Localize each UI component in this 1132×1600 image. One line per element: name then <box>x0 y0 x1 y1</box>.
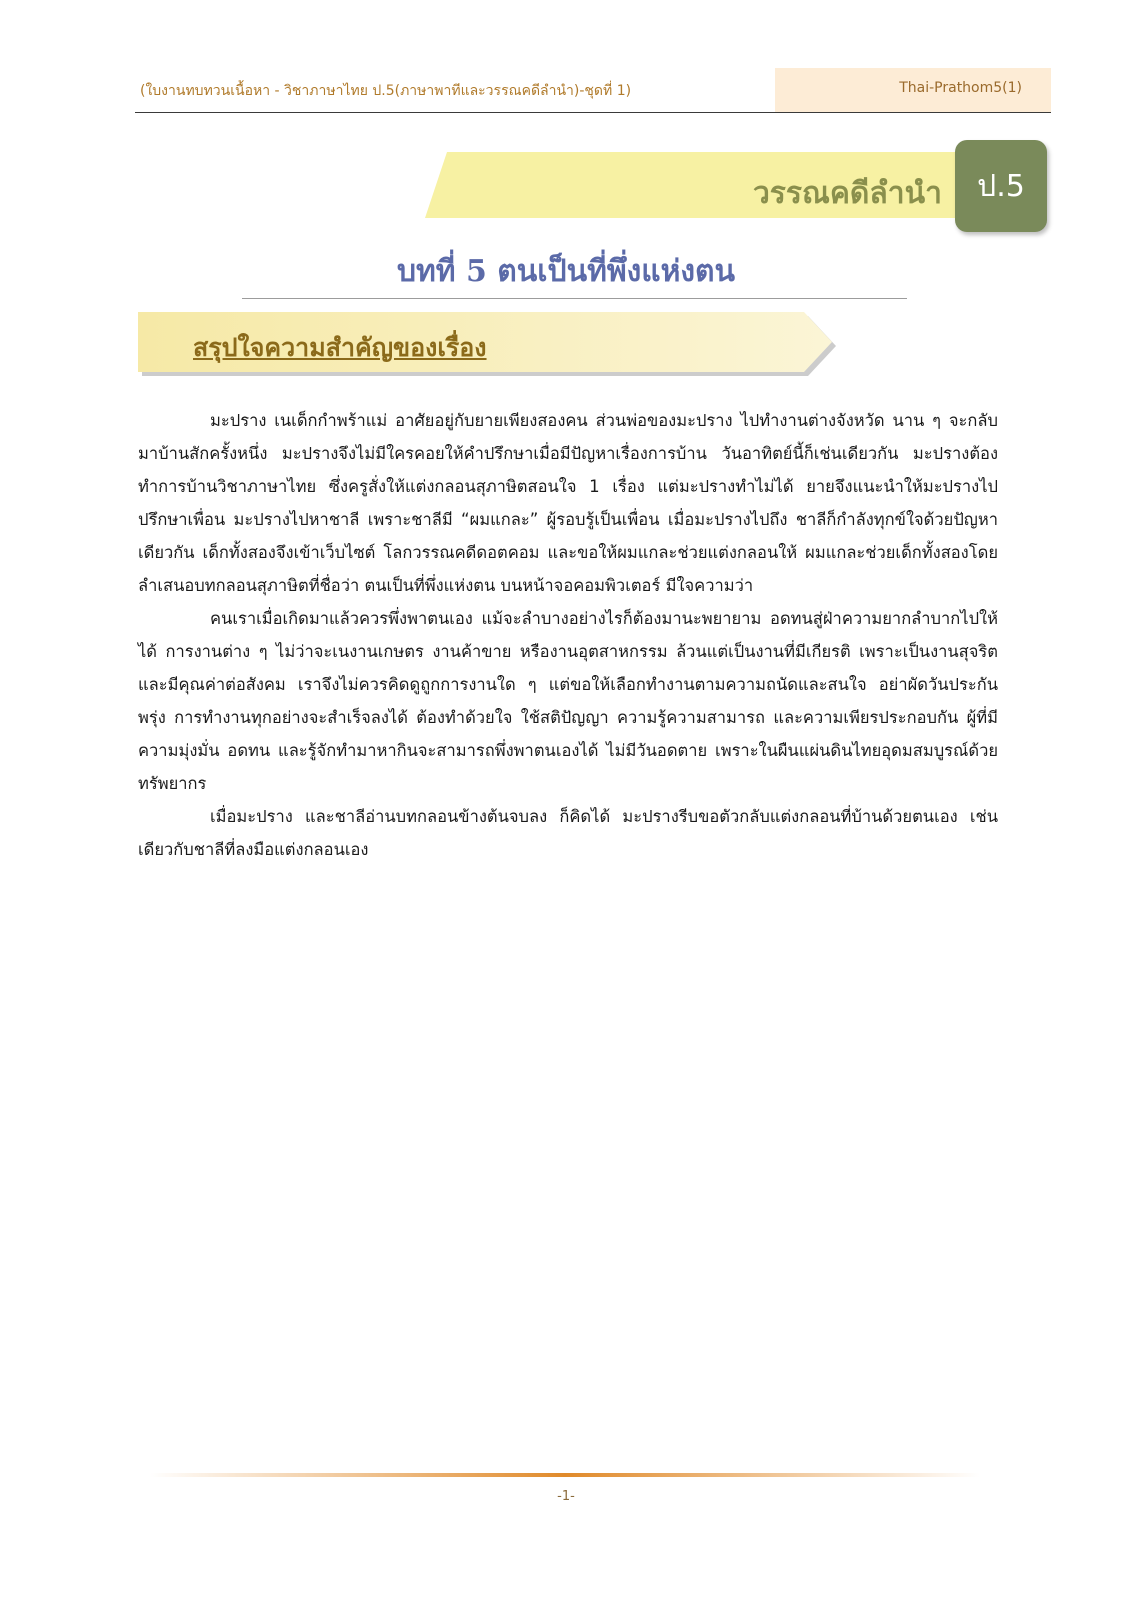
header-right-text: Thai-Prathom5(1) <box>899 80 1022 96</box>
section-title: สรุปใจความสำคัญของเรื่อง <box>193 333 487 362</box>
paragraph-3: เมื่อมะปราง และชาลีอ่านบทกลอนข้างต้นจบลง ก็คิดได้ มะปรางรีบขอตัวกลับแต่งกลอนที่บ้านด้วยตนเอง เช่นเดียวกับชาลีที่ลงมือแต่งกลอนเอง <box>138 807 998 859</box>
chapter-title: บทที่ 5 ตนเป็นที่พึ่งแห่งตน <box>396 254 736 289</box>
paragraph-2: คนเราเมื่อเกิดมาแล้วควรพึ่งพาตนเอง แม้จะลำบางอย่างไรก็ต้องมานะพยายาม อดทนสู่ฝ่าความยากลำบากไปให้ได้ การงานต่าง ๆ ไม่ว่าจะเนงานเกษตร งานค้าขาย หรืองานอุตสาหกรรม ล้วนแต่เป็นงานที่มีเกียรติ เพราะเป็นงานสุจริต และมีคุณค่าต่อสังคม เราจึงไม่ควรคิดดูถูกการงานใด ๆ แต่ขอให้เลือกทำงานตามความถนัดและสนใจ อย่าผัดวันประกันพรุ่ง การทำงานทุกอย่างจะสำเร็จลงได้ ต้องทำด้วยใจ ใช้สติปัญญา ความรู้ความสามารถ และความเพียรประกอบกัน ผู้ที่มีความมุ่งมั่น อดทน และรู้จักทำมาหากินจะสามารถพึ่งพาตนเองได้ ไม่มีวันอดตาย เพราะในผืนแผ่นดินไทยอุดมสมบูรณ์ด้วยทรัพยากร <box>138 609 998 793</box>
page-number: -1- <box>557 1489 575 1504</box>
body-text <box>138 404 998 866</box>
header-rule <box>135 112 1051 113</box>
grade-badge: ป.5 <box>955 140 1047 232</box>
banner-title: วรรณคดีลำนำ <box>752 176 942 211</box>
paragraph-1: มะปราง เนเด็กกำพร้าแม่ อาศัยอยู่กับยายเพียงสองคน ส่วนพ่อของมะปราง ไปทำงานต่างจังหวัด นาน ๆ จะกลับมาบ้านสักครั้งหนึ่ง มะปรางจึงไม่มีใครคอยให้คำปรึกษาเมื่อมีปัญหาเรื่องการบ้าน วันอาทิตย์นี้ก็เช่นเดียวกัน มะปรางต้องทำการบ้านวิชาภาษาไทย ซึ่งครูสั่งให้แต่งกลอนสุภาษิตสอนใจ 1 เรื่อง แต่มะปรางทำไม่ได้ ยายจึงแนะนำให้มะปรางไปปรึกษาเพื่อน มะปรางไปหาชาลี เพราะชาลีมี “ผมแกละ” ผู้รอบรู้เป็นเพื่อน เมื่อมะปรางไปถึง ชาลีก็กำลังทุกข์ใจด้วยปัญหาเดียวกัน เด็กทั้งสองจึงเข้าเว็บไซต์ โลกวรรณคดีดอตคอม และขอให้ผมแกละช่วยแต่งกลอนให้ ผมแกละช่วยเด็กทั้งสองโดยลำเสนอบทกลอนสุภาษิตที่ชื่อว่า ตนเป็นที่พึ่งแห่งตน บนหน้าจอคอมพิวเตอร์ มีใจความว่า <box>138 411 998 595</box>
footer-rule <box>150 1473 980 1477</box>
header-left-text: (ใบงานทบทวนเนื้อหา - วิชาภาษาไทย ป.5(ภาษาพาทีและวรรณคดีลำนำ)-ชุดที่ 1) <box>140 83 632 99</box>
chapter-rule <box>242 298 907 299</box>
footer-rule-bar <box>150 1473 980 1477</box>
